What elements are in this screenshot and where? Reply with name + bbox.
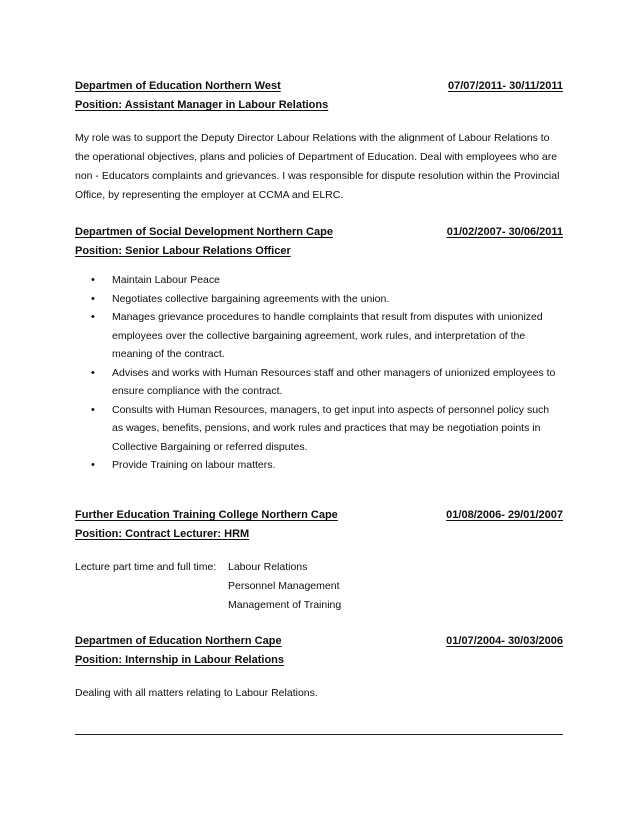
employer-name: Departmen of Education Northern West — [75, 80, 281, 92]
list-item: • Negotiates collective bargaining agreements with the union. — [75, 290, 563, 309]
job-header-fet-college — [75, 508, 563, 522]
list-item: • Manages grievance procedures to handle complaints that result from disputes with unionized employees over the collective bargaining agreement, work rules, and interpretation of the meaning of the contract. — [75, 308, 563, 364]
list-item: • Provide Training on labour matters. — [75, 456, 563, 475]
lecture-subjects — [228, 558, 341, 615]
position-title: Position: Senior Labour Relations Officer — [75, 245, 291, 257]
divider-line — [75, 734, 563, 735]
position-title: Position: Assistant Manager in Labour Relations — [75, 99, 329, 111]
employment-dates: 07/07/2011- 30/11/2011 — [447, 80, 563, 92]
list-item: Personnel Management — [228, 580, 340, 592]
employer-name: Departmen of Education Northern Cape — [75, 635, 282, 647]
role-description: Dealing with all matters relating to Labour Relations. — [75, 687, 318, 699]
employer-name: Departmen of Social Development Northern Cape — [75, 226, 333, 238]
lecture-label: Lecture part time and full time: — [75, 561, 217, 573]
job-header-education-northern-cape — [75, 634, 563, 648]
list-item: • Consults with Human Resources, managers, to get input into aspects of personnel policy such as wages, benefits, pensions, and work rules and practices that may be negotiation points in Collective Bargaining or referred disputes. — [75, 401, 563, 457]
position-title: Position: Internship in Labour Relations — [75, 654, 285, 666]
role-description: My role was to support the Deputy Director Labour Relations with the alignment of Labour Relations to the operational objectives, plans and policies of Department of Education. Deal with employees who are non - Educators complaints and grievances. I was responsible for dispute resolution within the Provincial Office, by representing the employer at CCMA and ELRC. — [75, 132, 560, 201]
list-item: Management of Training — [228, 599, 342, 611]
job-header-education-north-west — [75, 79, 563, 93]
list-item: Labour Relations — [228, 561, 308, 573]
list-item: • Advises and works with Human Resources staff and other managers of unionized employees to ensure compliance with the contract. — [75, 364, 563, 401]
employment-dates: 01/07/2004- 30/03/2006 — [446, 635, 563, 647]
employment-dates: 01/02/2007- 30/06/2011 — [446, 226, 563, 238]
job-header-social-development — [75, 225, 563, 239]
list-item: • Maintain Labour Peace — [75, 271, 563, 290]
employer-name: Further Education Training College Northern Cape — [75, 509, 338, 521]
duties-list — [75, 271, 563, 475]
employment-dates: 01/08/2006- 29/01/2007 — [446, 509, 563, 521]
position-title: Position: Contract Lecturer: HRM — [75, 528, 250, 540]
